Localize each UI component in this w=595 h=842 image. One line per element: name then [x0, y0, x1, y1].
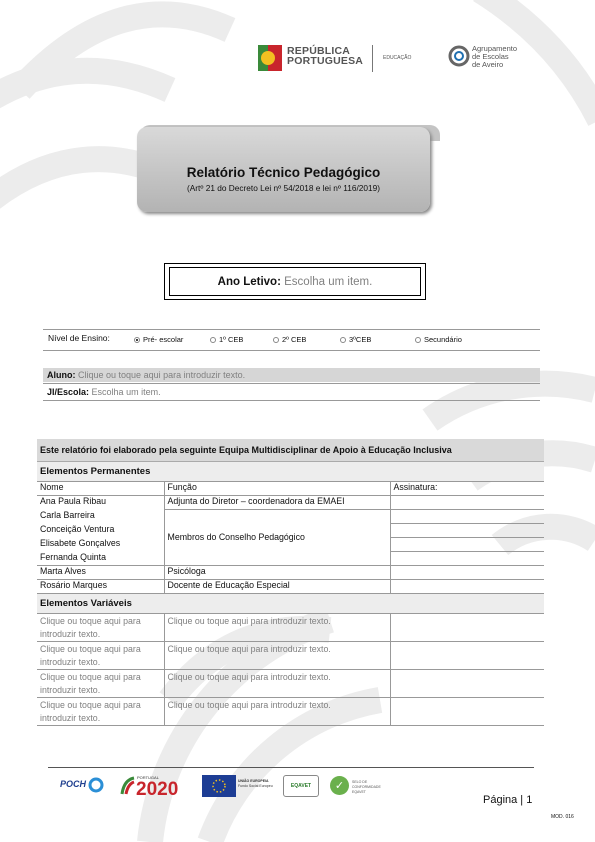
col-nome: Nome [37, 482, 164, 496]
variable-name-input[interactable]: Clique ou toque aqui para introduzir texto. [37, 614, 164, 642]
radio-icon[interactable] [273, 337, 279, 343]
republica-title [287, 46, 363, 66]
signature-cell[interactable] [390, 538, 544, 552]
seal-check-icon: ✓ [330, 776, 349, 795]
team-header-row [37, 439, 544, 462]
ji-row [43, 384, 540, 399]
signature-cell[interactable] [390, 580, 544, 594]
year-dropdown[interactable]: Escolha um item. [284, 275, 373, 288]
ji-dropdown[interactable]: Escolha um item. [91, 386, 161, 397]
member-name: Fernanda Quinta [40, 551, 107, 562]
permanentes-row [37, 462, 544, 482]
radio-icon[interactable] [340, 337, 346, 343]
agrupamento-line2: de Escolas [472, 52, 509, 61]
selo-line2: CONFORMIDADE [352, 785, 381, 789]
variable-name-input[interactable]: Clique ou toque aqui para introduzir texto. [37, 642, 164, 670]
radio-label: 1º CEB [219, 335, 244, 344]
table-row [37, 698, 544, 726]
member-name: Carla Barreira [40, 509, 95, 520]
table-row [37, 566, 544, 580]
signature-cell[interactable] [390, 642, 544, 670]
table-row [37, 670, 544, 698]
member-name: Elisabete Gonçalves [40, 537, 121, 548]
form-model-code: MOD. 016 [551, 814, 574, 820]
eu-flag-icon [202, 775, 236, 797]
portugal2020-logo: 2020 [136, 779, 179, 800]
member-name: Ana Paula Ribau [40, 496, 107, 506]
agrupamento-text [472, 45, 517, 69]
radio-secundario[interactable] [415, 335, 462, 344]
nivel-top-rule [43, 329, 540, 330]
variable-name-input[interactable]: Clique ou toque aqui para introduzir texto. [37, 670, 164, 698]
member-name: Marta Alves [37, 566, 164, 580]
seal-text [352, 780, 381, 795]
footer-rule [48, 767, 534, 768]
republica-logo [258, 43, 284, 78]
table-row [37, 496, 544, 510]
radio-icon[interactable] [415, 337, 421, 343]
radio-label: 2º CEB [282, 335, 307, 344]
agrupamento-emblem-icon [448, 44, 470, 68]
report-subtitle: (Artº 21 do Decreto Lei nº 54/2018 e lei nº 116/2019) [187, 183, 380, 193]
republica-line2: PORTUGUESA [287, 55, 364, 67]
member-function: Psicóloga [164, 566, 390, 580]
republica-emblem-icon [258, 43, 284, 73]
agrupamento-line3: de Aveiro [472, 60, 504, 69]
variaveis-title: Elementos Variáveis [37, 594, 544, 614]
table-row [37, 510, 544, 524]
member-name: Conceição Ventura [40, 523, 115, 534]
member-function: Adjunta do Diretor – coordenadora da EMAEI [164, 496, 390, 510]
eu-text [238, 779, 273, 789]
member-name: Rosário Marques [40, 580, 107, 590]
republica-line1: REPÚBLICA [287, 45, 351, 57]
selo-line3: EQAVET [352, 790, 366, 794]
signature-cell[interactable] [390, 566, 544, 580]
ji-rule [43, 400, 540, 401]
aluno-label: Aluno: [47, 370, 76, 380]
permanentes-title: Elementos Permanentes [37, 462, 544, 482]
nivel-bottom-rule [43, 350, 540, 351]
eqavet-logo: EQAVET [283, 775, 319, 797]
variable-function-input[interactable]: Clique ou toque aqui para introduzir texto. [164, 698, 390, 726]
signature-cell[interactable] [390, 496, 544, 510]
radio-pre-escolar[interactable] [134, 335, 183, 344]
variable-name-input[interactable]: Clique ou toque aqui para introduzir texto. [37, 698, 164, 726]
eu-line2: Fundo Social Europeu [238, 784, 273, 788]
variaveis-row [37, 594, 544, 614]
variable-function-input[interactable]: Clique ou toque aqui para introduzir texto. [164, 614, 390, 642]
table-row [37, 642, 544, 670]
signature-cell[interactable] [390, 670, 544, 698]
radio-2ceb[interactable] [273, 335, 306, 344]
aluno-input[interactable]: Clique ou toque aqui para introduzir texto. [78, 370, 246, 380]
poch-logo: POCH [60, 779, 87, 789]
table-row [37, 614, 544, 642]
member-function: Docente de Educação Especial [164, 580, 390, 594]
agrupamento-logo [448, 44, 470, 73]
signature-cell[interactable] [390, 510, 544, 524]
team-table [37, 439, 544, 726]
eu-line1: UNIÃO EUROPEIA [238, 779, 269, 783]
radio-3ceb[interactable] [340, 335, 371, 344]
ji-label: JI/Escola: [47, 386, 90, 397]
nivel-label: Nível de Ensino: [48, 333, 110, 343]
radio-selected-icon[interactable] [134, 337, 140, 343]
variable-function-input[interactable]: Clique ou toque aqui para introduzir texto. [164, 670, 390, 698]
column-header-row [37, 482, 544, 496]
col-assinatura: Assinatura: [390, 482, 544, 496]
radio-icon[interactable] [210, 337, 216, 343]
year-field[interactable] [169, 267, 421, 296]
table-row [37, 580, 544, 594]
agrupamento-line1: Agrupamento [472, 44, 518, 53]
report-title: Relatório Técnico Pedagógico [186, 165, 381, 180]
radio-1ceb[interactable] [210, 335, 243, 344]
team-header: Este relatório foi elaborado pela seguinte Equipa Multidisciplinar de Apoio à Educação Inclusiva [37, 439, 544, 462]
year-label: Ano Letivo: [217, 275, 281, 288]
col-funcao: Função [164, 482, 390, 496]
member-function: Membros do Conselho Pedagógico [164, 510, 390, 566]
selo-line1: SELO DE [352, 780, 368, 784]
poch-emblem-icon [88, 776, 104, 799]
signature-cell[interactable] [390, 698, 544, 726]
signature-cell[interactable] [390, 524, 544, 538]
aluno-row [43, 368, 540, 382]
variable-function-input[interactable]: Clique ou toque aqui para introduzir texto. [164, 642, 390, 670]
page-number: Página | 1 [483, 794, 533, 806]
signature-cell[interactable] [390, 552, 544, 566]
portugal-label: PORTUGAL [137, 775, 159, 780]
signature-cell[interactable] [390, 614, 544, 642]
educacao-label: EDUCAÇÃO [383, 55, 412, 61]
radio-label: Secundário [424, 335, 462, 344]
radio-label: 3ºCEB [349, 335, 372, 344]
radio-label: Pré- escolar [143, 335, 184, 344]
logo-separator [372, 45, 373, 72]
portugal2020-emblem-icon [120, 776, 136, 801]
